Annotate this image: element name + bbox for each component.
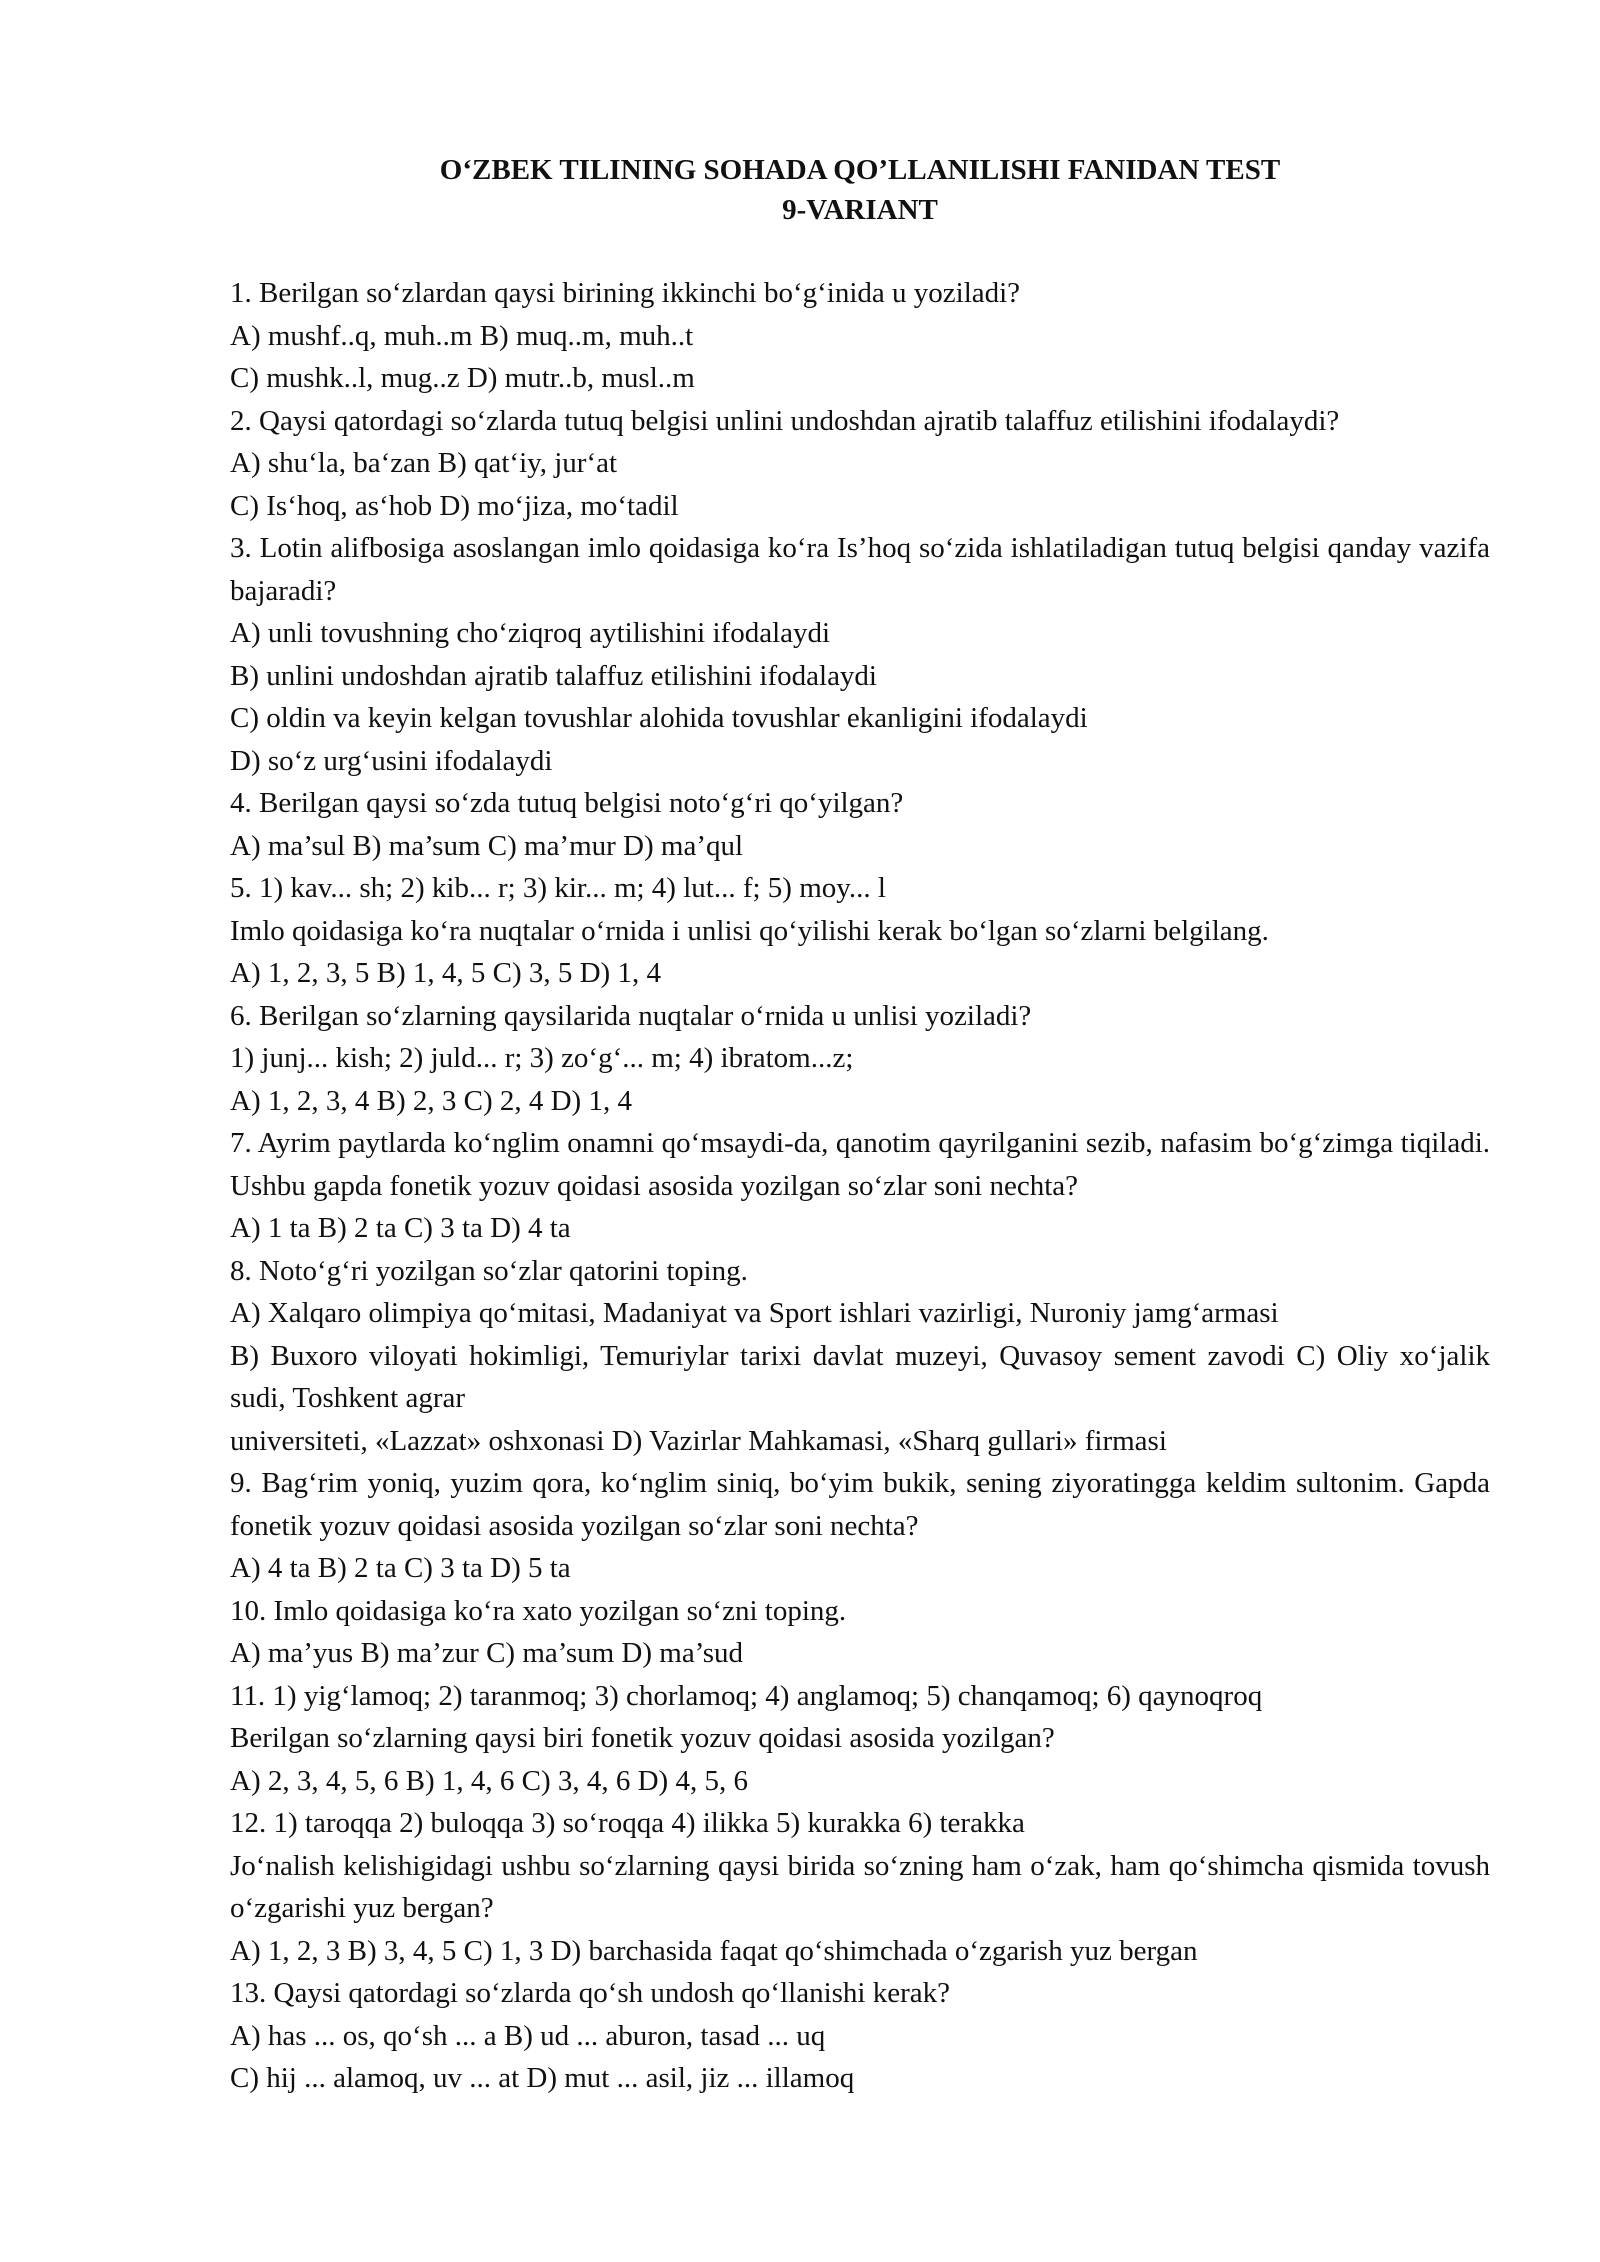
text-line: A) has ... os, qo‘sh ... a B) ud ... aburon, tasad ... uq — [230, 2019, 826, 2052]
text-line: 11. 1) yig‘lamoq; 2) taranmoq; 3) chorlamoq; 4) anglamoq; 5) chanqamoq; 6) qaynoqroq — [230, 1679, 1263, 1712]
text-line: A) Xalqaro olimpiya qo‘mitasi, Madaniyat va Sport ishlari vazirligi, Nuroniy jamg‘armasi — [230, 1297, 1279, 1329]
text-line: Jo‘nalish kelishigidagi ushbu so‘zlarning qaysi birida so‘zning ham o‘zak, ham qo‘shimcha qismida tovush o‘zgarishi yuz bergan? — [230, 1849, 1490, 1924]
text-line: A) shu‘la, ba‘zan B) qat‘iy, jur‘at — [230, 447, 618, 479]
text-line: 13. Qaysi qatordagi so‘zlarda qo‘sh undosh qo‘llanishi kerak? — [230, 1977, 950, 2009]
text-line: C) mushk..l, mug..z D) mutr..b, musl..m — [230, 362, 695, 394]
text-line: 8. Noto‘g‘ri yozilgan so‘zlar qatorini toping. — [230, 1254, 748, 1287]
text-line: 3. Lotin alifbosiga asoslangan imlo qoidasiga ko‘ra Is’hoq so‘zida ishlatiladigan tutuq belgisi qanday vazifa bajaradi? — [230, 532, 1490, 607]
text-line: 5. 1) kav... sh; 2) kib... r; 3) kir... m; 4) lut... f; 5) moy... l — [230, 872, 886, 904]
variant-label: 9-VARIANT — [782, 194, 938, 226]
test-questions — [230, 272, 1490, 2100]
text-line: A) mushf..q, muh..m B) muq..m, muh..t — [230, 319, 694, 352]
text-line: 1) junj... kish; 2) juld... r; 3) zo‘g‘... m; 4) ibratom...z; — [230, 1042, 854, 1074]
text-line: 9. Bag‘rim yoniq, yuzim qora, ko‘nglim siniq, bo‘yim bukik, sening ziyoratingga keldim sultonim. Gapda fonetik yozuv qoidasi asosida yozilgan so‘zlar soni nechta? — [230, 1467, 1490, 1542]
text-line: Berilgan so‘zlarning qaysi biri fonetik yozuv qoidasi asosida yozilgan? — [230, 1722, 1055, 1754]
text-line: A) 1, 2, 3 B) 3, 4, 5 C) 1, 3 D) barchasida faqat qo‘shimchada o‘zgarish yuz bergan — [230, 1934, 1198, 1967]
text-line: 7. Ayrim paytlarda ko‘nglim onamni qo‘msaydi-da, qanotim qayrilganini sezib, nafasim bo‘g‘zimga tiqiladi. Ushbu gapda fonetik yozuv qoidasi asosida yozilgan so‘zlar soni nechta? — [230, 1127, 1490, 1202]
text-line: A) ma’yus B) ma’zur C) ma’sum D) ma’sud — [230, 1637, 744, 1669]
document-title: O‘ZBEK TILINING SOHADA QO’LLANILISHI FANIDAN TEST — [439, 154, 1281, 186]
document-header — [230, 150, 1490, 230]
text-line: A) ma’sul B) ma’sum C) ma’mur D) ma’qul — [230, 829, 744, 862]
document-page — [230, 150, 1490, 2100]
text-line: A) unli tovushning cho‘ziqroq aytilishini ifodalaydi — [230, 617, 831, 649]
text-line: A) 1 ta B) 2 ta C) 3 ta D) 4 ta — [230, 1212, 571, 1244]
text-line: C) oldin va keyin kelgan tovushlar alohida tovushlar ekanligini ifodalaydi — [230, 702, 1088, 734]
text-line: A) 4 ta B) 2 ta C) 3 ta D) 5 ta — [230, 1552, 571, 1584]
text-line: 2. Qaysi qatordagi so‘zlarda tutuq belgisi unlini undoshdan ajratib talaffuz etilishini ifodalaydi? — [230, 404, 1340, 437]
text-line: 6. Berilgan so‘zlarning qaysilarida nuqtalar o‘rnida u unlisi yoziladi? — [230, 999, 1032, 1032]
text-line: B) Buxoro viloyati hokimligi, Temuriylar tarixi davlat muzeyi, Quvasoy sement zavodi C) Oliy xo‘jalik sudi, Toshkent agrar — [230, 1339, 1490, 1414]
text-line: A) 1, 2, 3, 5 B) 1, 4, 5 C) 3, 5 D) 1, 4 — [230, 957, 661, 989]
text-line: 1. Berilgan so‘zlardan qaysi birining ikkinchi bo‘g‘inida u yoziladi? — [230, 277, 1021, 309]
text-line: C) Is‘hoq, as‘hob D) mo‘jiza, mo‘tadil — [230, 489, 679, 522]
text-line: universiteti, «Lazzat» oshxonasi D) Vazirlar Mahkamasi, «Sharq gullari» firmasi — [230, 1424, 1167, 1457]
text-line: B) unlini undoshdan ajratib talaffuz etilishini ifodalaydi — [230, 659, 877, 692]
text-line: Imlo qoidasiga ko‘ra nuqtalar o‘rnida i unlisi qo‘yilishi kerak bo‘lgan so‘zlarni belgilang. — [230, 914, 1269, 947]
text-line: 4. Berilgan qaysi so‘zda tutuq belgisi noto‘g‘ri qo‘yilgan? — [230, 787, 904, 819]
text-line: D) so‘z urg‘usini ifodalaydi — [230, 744, 553, 777]
text-line: 12. 1) taroqqa 2) buloqqa 3) so‘roqqa 4) ilikka 5) kurakka 6) terakka — [230, 1807, 1025, 1839]
text-line: A) 1, 2, 3, 4 B) 2, 3 C) 2, 4 D) 1, 4 — [230, 1084, 632, 1117]
text-line: 10. Imlo qoidasiga ko‘ra xato yozilgan so‘zni toping. — [230, 1594, 847, 1627]
text-line: A) 2, 3, 4, 5, 6 B) 1, 4, 6 C) 3, 4, 6 D) 4, 5, 6 — [230, 1764, 748, 1797]
text-line: C) hij ... alamoq, uv ... at D) mut ... asil, jiz ... illamoq — [230, 2062, 855, 2094]
